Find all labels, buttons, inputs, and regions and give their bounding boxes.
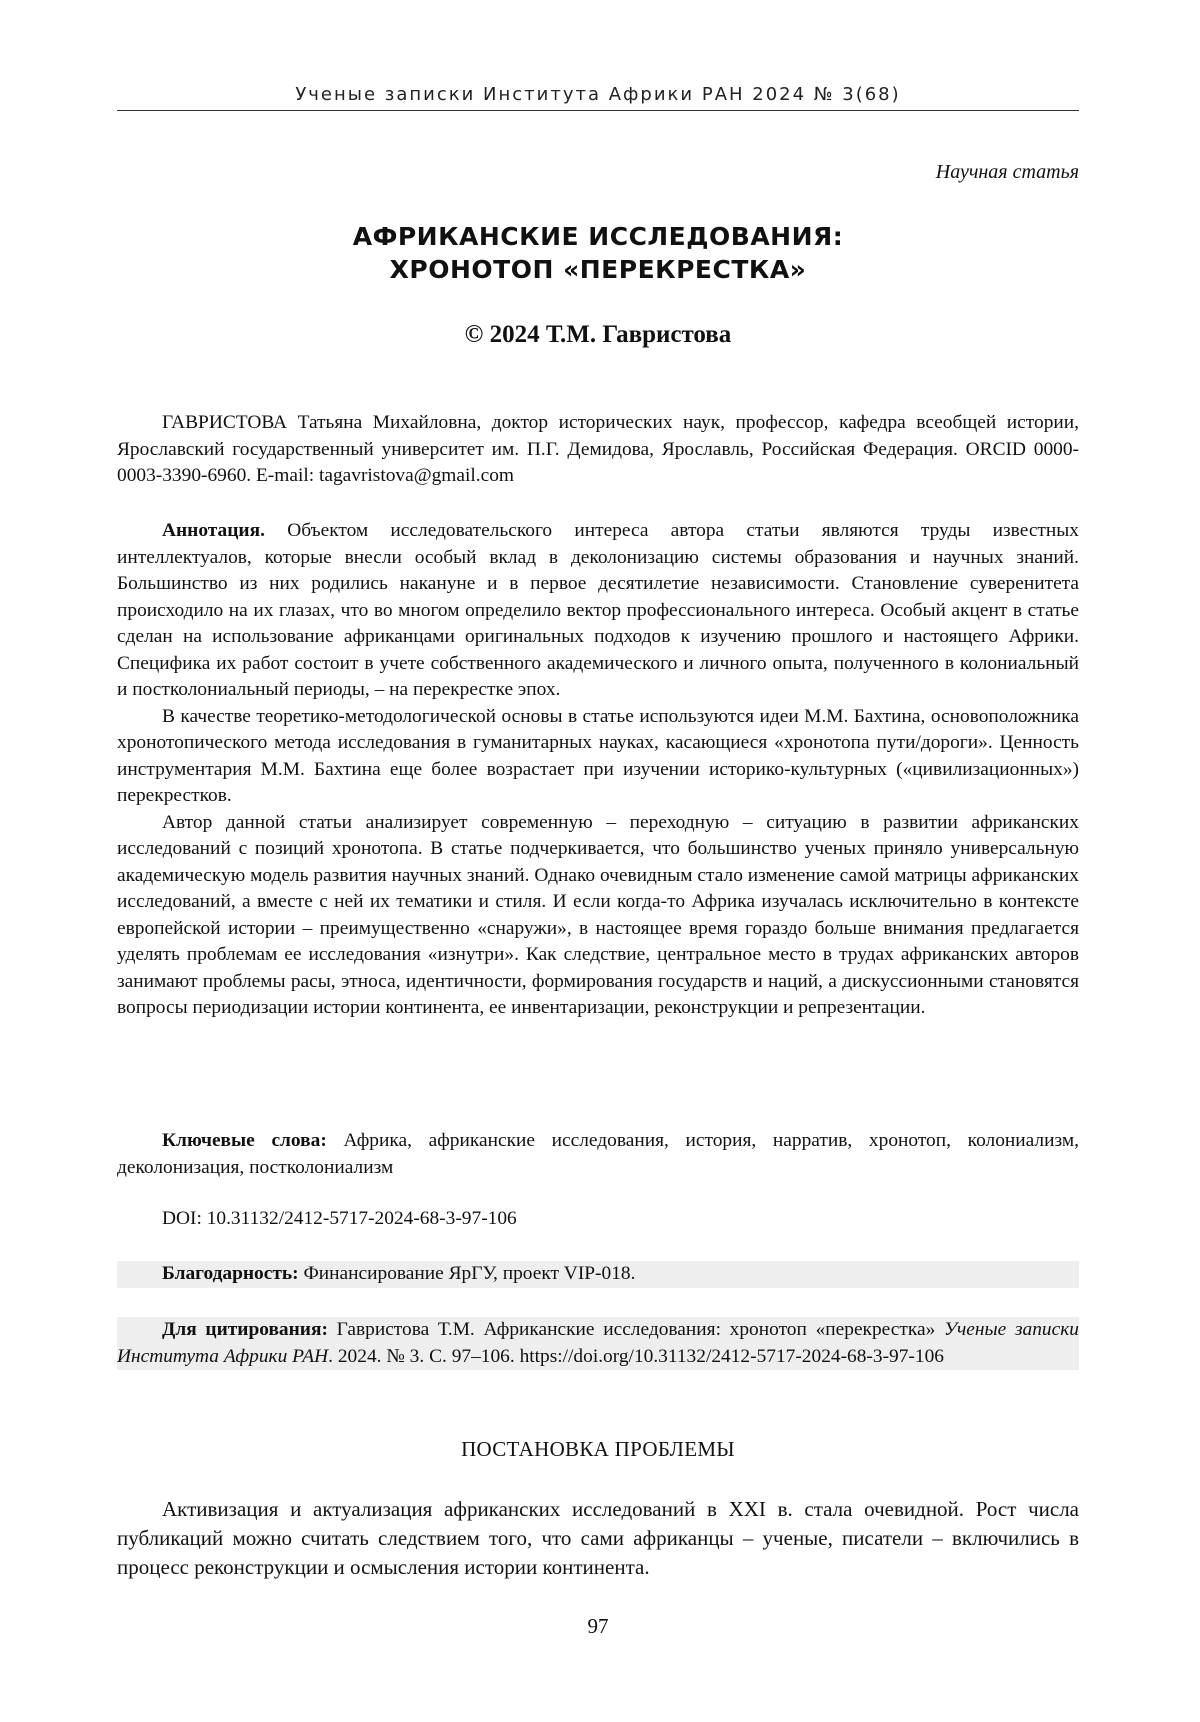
abstract-paragraph-3: Автор данной статьи анализирует современную – переходную – ситуацию в развитии африканских исследований с позиций хронотопа. В статье подчеркивается, что большинство ученых приняло универсальную академическую модель развития научных знаний. Однако очевидным стало изменение самой матрицы африканских исследований, а вместе с ней их тематики и стиля. И если когда-то Африка изучалась исключительно в контексте европейской истории – преимущественно «снаружи», в настоящее время гораздо больше внимания предлагается уделять проблемам ее исследования «изнутри». Как следствие, центральное место в трудах африканских авторов занимают проблемы расы, этноса, идентичности, формирования государств и наций, а дискуссионными становятся вопросы периодизации истории континента, ее инвентаризации, реконструкции и репрезентации.	[117, 810, 1079, 1022]
section-paragraph: Активизация и актуализация африканских исследований в XXI в. стала очевидной. Рост числа публикаций можно считать следствием того, что сами африканцы – ученые, писатели – включились в процесс реконструкции и осмысления истории континента.	[117, 1495, 1079, 1582]
running-header: Ученые записки Института Африки РАН 2024 № 3(68)	[117, 84, 1079, 105]
abstract-text-1: Объектом исследовательского интереса автора статьи являются труды известных интеллектуалов, которые внесли особый вклад в деколонизацию системы образования и научных знаний. Большинство из них родились накануне и в первое десятилетие независимости. Становление суверенитета происходило на их глазах, что во многом определило вектор профессионального интереса. Особый акцент в статье сделан на использование африканцами оригинальных подходов к изучению прошлого и настоящего Африки. Специфика их работ состоит в учете собственного академического и личного опыта, полученного в колониальный и постколониальный периоды, – на перекрестке эпох.	[117, 520, 1079, 700]
acknowledgment-label: Благодарность:	[162, 1263, 299, 1284]
page-number: 97	[117, 1614, 1079, 1639]
header-rule	[117, 110, 1079, 111]
citation-label: Для цитирования:	[162, 1319, 328, 1340]
acknowledgment-paragraph	[117, 1261, 1079, 1288]
keywords-text: Африка, африканские исследования, история, нарратив, хронотоп, колониализм, деколонизация, постколониализм	[117, 1130, 1079, 1178]
abstract-paragraph-1	[117, 518, 1079, 704]
author-info	[117, 410, 1079, 490]
keywords-paragraph	[117, 1128, 1079, 1181]
article-type: Научная статья	[936, 161, 1079, 184]
keywords	[117, 1128, 1079, 1181]
copyright-author: © 2024 Т.М. Гавристова	[117, 321, 1079, 349]
abstract	[117, 518, 1079, 1022]
author-info-text: ГАВРИСТОВА Татьяна Михайловна, доктор исторических наук, профессор, кафедра всеобщей истории, Ярославский государственный университет им. П.Г. Демидова, Ярославль, Российская Федерация. ORCID 0000-0003-3390-6960. E-mail: tagavristova@gmail.com	[117, 410, 1079, 490]
section-heading: ПОСТАНОВКА ПРОБЛЕМЫ	[117, 1437, 1079, 1462]
citation-text-before: Гавристова Т.М. Африканские исследования: хронотоп «перекрестка»	[337, 1319, 936, 1340]
acknowledgment-text: Финансирование ЯрГУ, проект VIP-018.	[303, 1263, 635, 1284]
doi	[117, 1206, 1079, 1233]
paper-page	[0, 0, 1200, 1722]
citation-paragraph	[117, 1317, 1079, 1370]
abstract-label: Аннотация.	[162, 520, 265, 541]
citation-text-after: . 2024. № 3. С. 97–106. https://doi.org/10.31132/2412-5717-2024-68-3-97-106	[328, 1346, 944, 1367]
abstract-paragraph-2: В качестве теоретико-методологической основы в статье используются идеи М.М. Бахтина, основоположника хронотопического метода исследования в гуманитарных науках, касающиеся «хронотопа пути/дороги». Ценность инструментария М.М. Бахтина еще более возрастает при изучении историко-культурных («цивилизационных») перекрестков.	[117, 704, 1079, 810]
doi-text: DOI: 10.31132/2412-5717-2024-68-3-97-106	[117, 1206, 1079, 1233]
article-title	[117, 220, 1079, 286]
citation-journal: Ученые записки Института Африки РАН	[117, 1319, 1079, 1367]
title-line-1: АФРИКАНСКИЕ ИССЛЕДОВАНИЯ:	[117, 220, 1079, 253]
title-line-2: ХРОНОТОП «ПЕРЕКРЕСТКА»	[117, 253, 1079, 286]
citation	[117, 1317, 1079, 1370]
section-body	[117, 1495, 1079, 1582]
keywords-label: Ключевые слова:	[162, 1130, 327, 1151]
acknowledgment	[117, 1261, 1079, 1288]
